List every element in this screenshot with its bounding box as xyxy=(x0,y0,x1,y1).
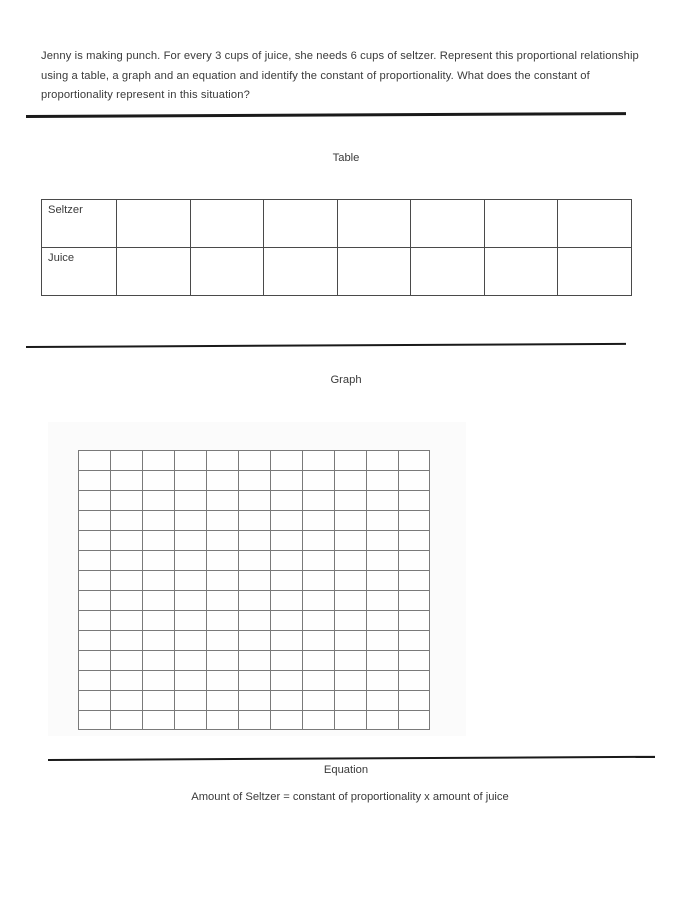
table-cell[interactable] xyxy=(558,248,632,296)
table-cell[interactable] xyxy=(411,200,485,248)
table-cell[interactable] xyxy=(190,248,264,296)
section-heading-table: Table xyxy=(332,152,360,164)
table-row xyxy=(42,248,632,296)
table-cell[interactable] xyxy=(484,248,558,296)
table-cell[interactable] xyxy=(264,200,338,248)
table-cell[interactable] xyxy=(411,248,485,296)
divider-rule-middle xyxy=(26,343,626,349)
table-cell[interactable] xyxy=(558,200,632,248)
section-heading-equation: Equation xyxy=(323,764,369,776)
table-cell[interactable] xyxy=(117,248,191,296)
table-cell[interactable] xyxy=(337,248,411,296)
section-heading-graph: Graph xyxy=(330,374,362,386)
table-cell[interactable] xyxy=(264,248,338,296)
row-label-juice: Juice xyxy=(42,248,117,296)
divider-rule-top xyxy=(26,112,626,118)
proportion-table xyxy=(41,199,632,296)
table-cell[interactable] xyxy=(190,200,264,248)
table-cell[interactable] xyxy=(484,200,558,248)
row-label-seltzer: Seltzer xyxy=(42,200,117,248)
problem-statement: Jenny is making punch. For every 3 cups of juice, she needs 6 cups of seltzer. Represent this proportional relationship using a table, a graph and an equation and identify the constant of proportionality. What does the constant of proportionality represent in this situation? xyxy=(41,50,639,102)
divider-rule-bottom xyxy=(48,756,655,762)
table-cell[interactable] xyxy=(337,200,411,248)
table-row xyxy=(42,200,632,248)
equation-statement: Amount of Seltzer = constant of proportionality x amount of juice xyxy=(191,791,509,803)
table-cell[interactable] xyxy=(117,200,191,248)
coordinate-grid[interactable] xyxy=(78,450,430,730)
